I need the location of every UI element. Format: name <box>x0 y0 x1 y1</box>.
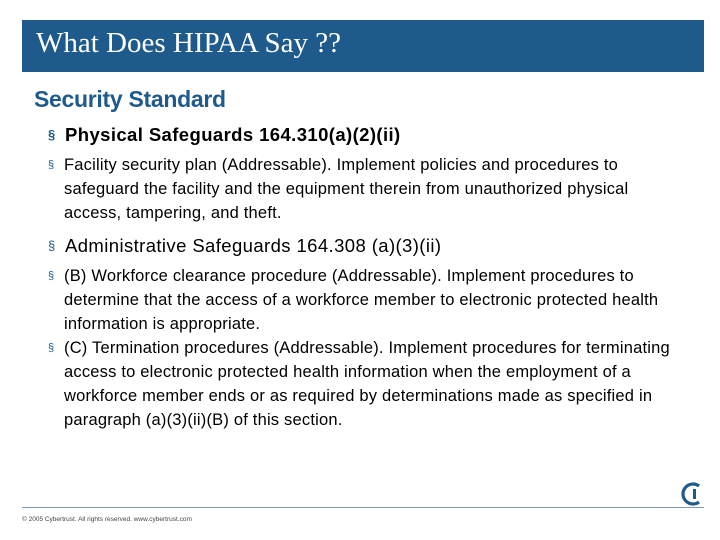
section-heading-text: Physical Safeguards 164.310(a)(2)(ii) <box>65 124 401 145</box>
bullet-text: Facility security plan (Addressable). Implement policies and procedures to safeguard the facility and the equipment therein from unauthorized physical access, tampering, and theft. <box>64 156 629 222</box>
section-heading-physical-safeguards <box>48 123 688 147</box>
section-bullet-icon: § <box>48 238 56 253</box>
bullet-text: (C) Termination procedures (Addressable). Implement procedures for terminating access to electronic protected health information when the employment of a workforce member ends or as required by determinations made as specified in paragraph (a)(3)(ii)(B) of this section. <box>64 339 670 429</box>
bullet-list-physical <box>48 153 688 225</box>
bullet-icon: § <box>48 270 55 282</box>
slide-content <box>48 123 688 432</box>
section-heading-text: Administrative Safeguards 164.308 (a)(3)(ii) <box>65 235 442 256</box>
bullet-item <box>48 264 688 336</box>
bullet-text: (B) Workforce clearance procedure (Addressable). Implement procedures to determine that the access of a workforce member to electronic protected health information is appropriate. <box>64 267 659 333</box>
bullet-icon: § <box>48 159 55 171</box>
bullet-list-administrative <box>48 264 688 432</box>
bullet-item <box>48 153 688 225</box>
section-bullet-icon: § <box>48 127 56 142</box>
bullet-item <box>48 336 688 432</box>
footer-divider <box>22 507 704 508</box>
slide-title: What Does HIPAA Say ?? <box>36 27 341 59</box>
title-bar <box>22 20 704 72</box>
slide-subtitle: Security Standard <box>34 86 226 112</box>
footer-copyright: © 2005 Cybertrust. All rights reserved. www.cybertrust.com <box>22 516 192 523</box>
cybertrust-logo-icon <box>678 480 706 508</box>
section-heading-administrative-safeguards <box>48 234 688 258</box>
bullet-icon: § <box>48 342 55 354</box>
